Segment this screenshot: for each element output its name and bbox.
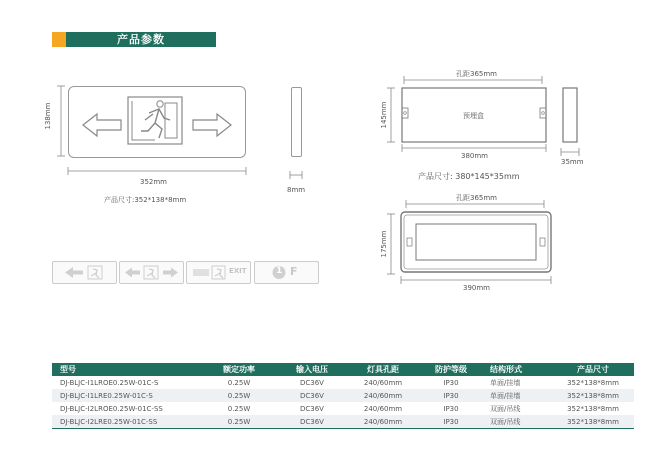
cell-voltage: DC36V	[276, 376, 348, 389]
variant-thumbnail-double-arrow	[119, 261, 184, 284]
cell-structure: 单面/挂墙	[484, 389, 552, 402]
table-header-row	[52, 363, 634, 376]
cell-power: 0.25W	[202, 402, 276, 415]
cell-size: 352*138*8mm	[552, 389, 634, 402]
exit-door-icon	[212, 266, 225, 279]
exit-text: EXIT	[229, 267, 247, 275]
table-row	[52, 415, 634, 429]
cell-structure: 双面/吊线	[484, 415, 552, 429]
cell-hole-spacing: 240/60mm	[348, 389, 418, 402]
right-arrow-icon	[193, 114, 231, 136]
cell-protection: IP30	[418, 402, 484, 415]
p2-box-label: 预埋盒	[463, 112, 484, 120]
p2-height-label: 145mm	[380, 101, 388, 129]
p1-height-label: 138mm	[44, 102, 52, 130]
col-header-hole-spacing: 灯具孔距	[348, 363, 418, 376]
p3-height-label: 175mm	[380, 230, 388, 258]
p2-width-label: 380mm	[461, 152, 488, 160]
cell-power: 0.25W	[202, 376, 276, 389]
p2-hole-label: 孔距365mm	[456, 70, 497, 78]
cell-structure: 单面/挂墙	[484, 376, 552, 389]
left-arrow-icon	[65, 267, 83, 278]
recessed-mount-front-view	[396, 196, 556, 288]
p1-depth-label: 8mm	[287, 186, 306, 194]
cell-hole-spacing: 240/60mm	[348, 376, 418, 389]
section-title: 产品参数	[66, 32, 216, 47]
cell-protection: IP30	[418, 376, 484, 389]
cell-model: DJ-BLJC-I2LROE0.25W-01C-SS	[52, 402, 202, 415]
variant-thumbnail-floor	[254, 261, 319, 284]
exit-sign-side-view	[291, 87, 302, 157]
cell-hole-spacing: 240/60mm	[348, 402, 418, 415]
col-header-voltage: 输入电压	[276, 363, 348, 376]
cell-size: 352*138*8mm	[552, 415, 634, 429]
p1-depth-dimension-line	[288, 170, 304, 180]
cell-voltage: DC36V	[276, 402, 348, 415]
col-header-size: 产品尺寸	[552, 363, 634, 376]
header-accent-block	[52, 32, 66, 47]
table-row	[52, 389, 634, 402]
left-arrow-icon	[125, 268, 140, 278]
cell-model: DJ-BLJC-I1LROE0.25W-01C-S	[52, 376, 202, 389]
col-header-model: 型号	[52, 363, 202, 376]
p3-width-label: 390mm	[463, 284, 490, 292]
p1-width-dimension-line	[66, 166, 248, 176]
table-row	[52, 402, 634, 415]
spec-table	[52, 363, 634, 429]
cell-hole-spacing: 240/60mm	[348, 415, 418, 429]
floor-letter: F	[290, 265, 298, 278]
p3-hole-label: 孔距365mm	[456, 194, 497, 202]
p2-depth-label: 35mm	[561, 158, 584, 166]
cell-model: DJ-BLJC-I1LRE0.25W-01C-S	[52, 389, 202, 402]
exit-sign-front-view	[68, 86, 246, 158]
variant-thumbnail-left-arrow	[52, 261, 117, 284]
p1-height-dimension-line	[56, 84, 66, 158]
running-man-icon	[128, 97, 182, 144]
text-block-icon	[193, 269, 209, 276]
cell-voltage: DC36V	[276, 389, 348, 402]
embedded-box-side-view	[558, 86, 582, 162]
p1-size-caption: 产品尺寸:352*138*8mm	[104, 196, 187, 204]
exit-door-icon	[144, 266, 158, 279]
cell-voltage: DC36V	[276, 415, 348, 429]
cell-power: 0.25W	[202, 415, 276, 429]
variant-thumbnail-exit	[186, 261, 251, 284]
cell-protection: IP30	[418, 389, 484, 402]
cell-structure: 双面/吊线	[484, 402, 552, 415]
p1-width-label: 352mm	[140, 178, 167, 186]
cell-protection: IP30	[418, 415, 484, 429]
exit-door-icon	[88, 266, 102, 279]
table-row	[52, 376, 634, 389]
cell-size: 352*138*8mm	[552, 376, 634, 389]
cell-power: 0.25W	[202, 389, 276, 402]
cell-model: DJ-BLJC-I2LRE0.25W-01C-SS	[52, 415, 202, 429]
right-arrow-icon	[163, 268, 178, 278]
col-header-power: 额定功率	[202, 363, 276, 376]
p2-size-caption: 产品尺寸: 380*145*35mm	[418, 172, 520, 181]
left-arrow-icon	[83, 114, 121, 136]
col-header-structure: 结构形式	[484, 363, 552, 376]
col-header-protection: 防护等级	[418, 363, 484, 376]
cell-size: 352*138*8mm	[552, 402, 634, 415]
floor-number: 1	[276, 266, 283, 276]
